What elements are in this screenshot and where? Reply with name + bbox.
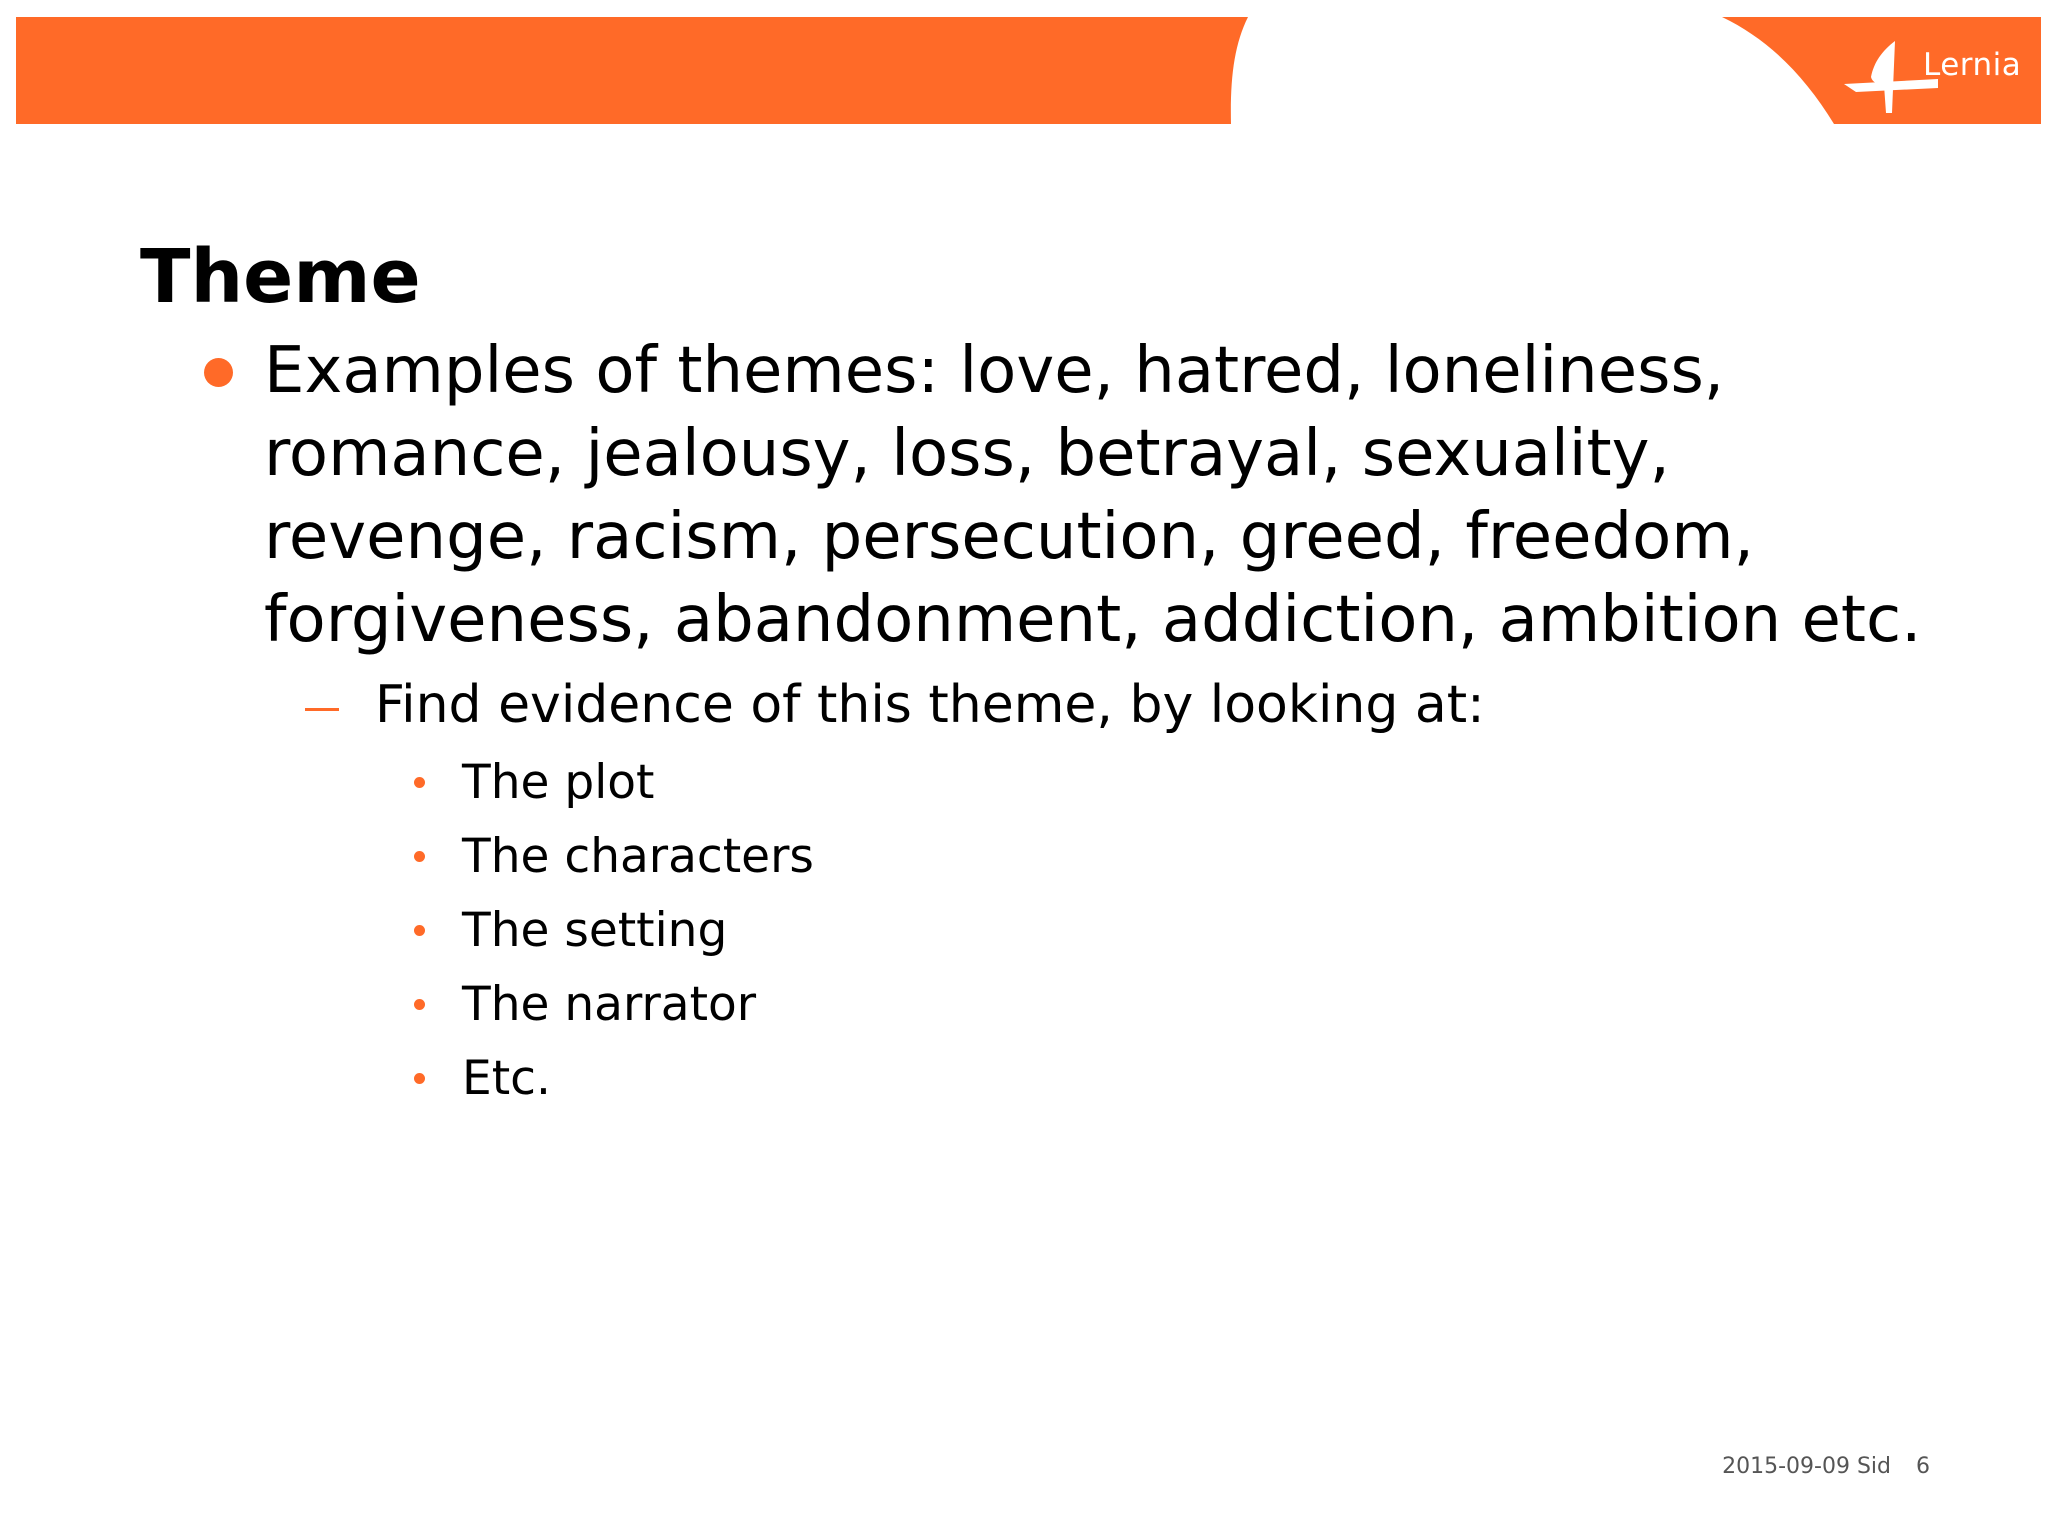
header-band — [16, 17, 2041, 124]
page-number: 6 — [1916, 1454, 1930, 1479]
slide-footer — [1722, 1454, 1930, 1479]
list-item-text: The plot — [462, 755, 655, 810]
small-dot-icon — [414, 851, 425, 862]
logo-text: Lernia — [1923, 47, 2022, 83]
bullet-level-2 — [305, 672, 1905, 738]
header-band-graphic — [16, 17, 2041, 124]
bullet-dot-icon — [204, 358, 233, 387]
sub-bullet-text: Find evidence of this theme, by looking at: — [375, 675, 1485, 735]
list-item-text: The characters — [462, 829, 814, 884]
sub-item-list — [410, 752, 814, 1122]
small-dot-icon — [414, 1073, 425, 1084]
list-item — [410, 752, 814, 826]
header-orange-bar — [16, 17, 1248, 124]
dash-icon — [305, 708, 339, 711]
list-item — [410, 900, 814, 974]
small-dot-icon — [414, 925, 425, 936]
bullet-level-1 — [204, 330, 1924, 662]
small-dot-icon — [414, 777, 425, 788]
small-dot-icon — [414, 999, 425, 1010]
list-item-text: The narrator — [462, 977, 757, 1032]
slide-title: Theme — [140, 234, 421, 320]
footer-date: 2015-09-09 Sid — [1722, 1454, 1891, 1479]
bullet-text: Examples of themes: love, hatred, loneliness, romance, jealousy, loss, betrayal, sexuality, revenge, racism, persecution, greed, freedom, forgiveness, abandonment, addiction, ambition etc. — [264, 334, 1922, 657]
list-item — [410, 826, 814, 900]
list-item-text: The setting — [462, 903, 728, 958]
list-item — [410, 1048, 814, 1122]
list-item-text: Etc. — [462, 1051, 551, 1106]
list-item — [410, 974, 814, 1048]
